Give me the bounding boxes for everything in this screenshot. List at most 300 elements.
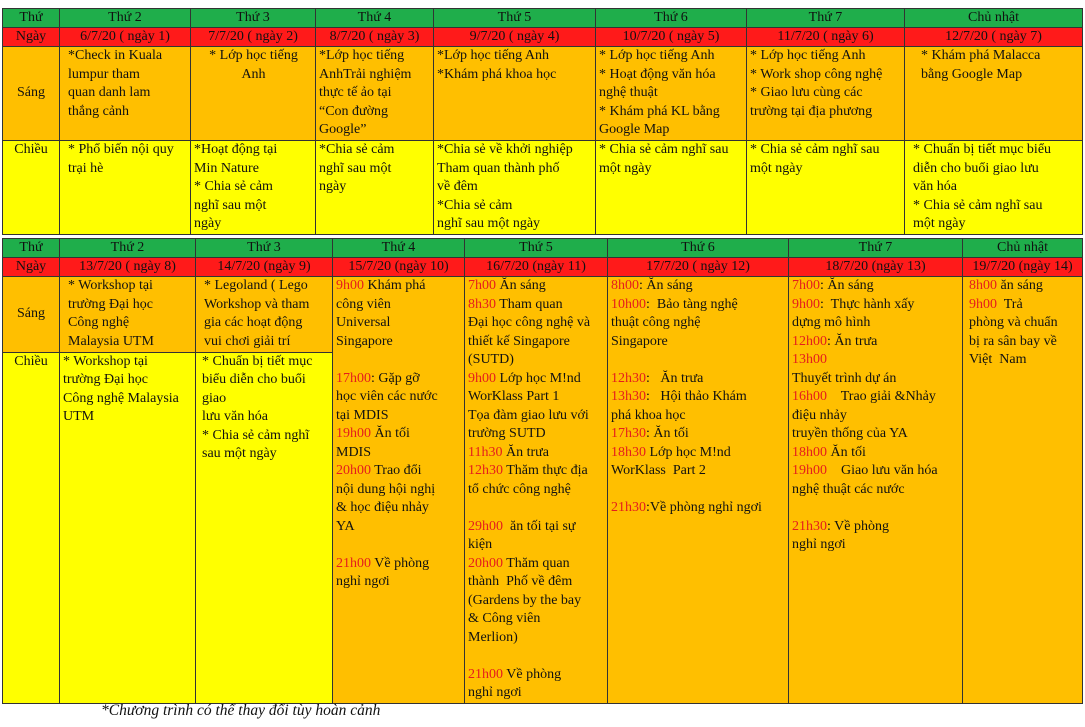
activity-line: trường Đại học (63, 372, 148, 388)
header-cell: Thứ 6 (608, 239, 789, 258)
schedule-line (969, 314, 1080, 333)
time-label: 7h00 (792, 278, 820, 293)
activity-text: : Ăn sáng (639, 278, 693, 293)
activity-line: Google” (319, 122, 367, 137)
afternoon-label: Chiều (3, 352, 60, 703)
schedule-week-2 (2, 238, 1083, 704)
activity-text: : Ăn trưa (827, 333, 878, 349)
activity-text: Tham quan (496, 296, 563, 312)
schedule-line (792, 296, 960, 315)
activity-line: nghĩ sau một ngày (437, 216, 541, 231)
activity-line: * Chuẩn bị tiết mục biểu (913, 142, 1052, 157)
activity-text: Universal (336, 315, 391, 330)
activity-line: * Legoland ( Lego (204, 278, 308, 293)
date-cell: 15/7/20 (ngày 10) (333, 258, 465, 277)
w2-sat-schedule (789, 277, 963, 704)
activity-text: Ăn tối (827, 444, 866, 460)
activity-line: một ngày (599, 160, 652, 176)
header-cell: Thứ 4 (316, 9, 434, 28)
w1-thu-afternoon (434, 141, 596, 235)
activity-line: Tham quan thành phố (437, 160, 560, 176)
activity-text: Trao giải &Nhảy (827, 389, 936, 404)
schedule-line (468, 610, 605, 629)
schedule-line (336, 277, 462, 296)
w1-mon-morning (60, 47, 191, 141)
schedule-line (336, 499, 462, 518)
schedule-line (792, 499, 960, 518)
week1-date-row (3, 28, 1083, 47)
header-cell: Thứ 6 (596, 9, 747, 28)
activity-text: Trao đổi (371, 463, 422, 478)
schedule-line (468, 407, 605, 426)
time-label: 9h00 (336, 278, 364, 293)
activity-text: MDIS (336, 444, 372, 460)
activity-line: * Workshop tại (68, 278, 153, 293)
schedule-line (336, 314, 462, 333)
activity-line: *Lớp học tiếng Anh (437, 48, 549, 63)
activity-text: Về phòng (371, 555, 430, 571)
activity-text: kiện (468, 537, 493, 552)
w1-wed-afternoon (316, 141, 434, 235)
activity-line: về đêm (437, 179, 478, 194)
time-label: 19h00 (792, 463, 827, 478)
w1-fri-afternoon (596, 141, 747, 235)
activity-line: * Lớp học tiếng (209, 48, 298, 63)
schedule-line (468, 499, 605, 518)
date-cell: 16/7/20 (ngày 11) (465, 258, 608, 277)
date-cell: Ngày (3, 258, 60, 277)
activity-text: tại MDIS (336, 407, 389, 423)
activity-line: nghĩ sau một (319, 160, 392, 176)
schedule-line (336, 333, 462, 352)
schedule-line (468, 314, 605, 333)
header-cell: Chủ nhật (905, 9, 1083, 28)
activity-text: Singapore (611, 333, 668, 349)
activity-text: truyền thống của YA (792, 426, 908, 441)
activity-text: phá khoa học (611, 407, 686, 423)
date-cell: 11/7/20 ( ngày 6) (747, 28, 905, 47)
date-cell: 19/7/20 (ngày 14) (963, 258, 1083, 277)
schedule-line (611, 425, 786, 444)
activity-line: *Khám phá khoa học (437, 66, 557, 82)
activity-line: lumpur tham (68, 66, 140, 82)
activity-line: * Lớp học tiếng Anh (599, 48, 715, 63)
w1-sun-afternoon (905, 141, 1083, 235)
activity-text: phòng và chuẩn (969, 315, 1058, 330)
activity-text: dựng mô hình (792, 315, 871, 330)
activity-text: Giao lưu văn hóa (827, 463, 938, 478)
activity-text: & học điệu nhảy (336, 500, 429, 515)
activity-text: & Công viên (468, 611, 541, 626)
header-cell: Thứ 2 (60, 9, 191, 28)
time-label: 9h00 (792, 296, 820, 312)
time-label: 9h00 (969, 296, 997, 312)
activity-line: Workshop và tham (204, 296, 310, 312)
activity-text: (SUTD) (468, 352, 514, 367)
activity-line: * Workshop tại (63, 353, 148, 369)
activity-text: nghỉ ngơi (792, 537, 846, 552)
activity-line: thắng cảnh (68, 103, 130, 119)
schedule-line (336, 296, 462, 315)
time-label: 12h30 (611, 370, 646, 386)
date-cell: 10/7/20 ( ngày 5) (596, 28, 747, 47)
activity-line: * Chuẩn bị tiết mục (202, 353, 313, 369)
activity-text: nội dung hội nghị (336, 481, 436, 497)
time-label: 13h30 (611, 389, 646, 404)
activity-line: Anh (241, 66, 266, 82)
time-label: 21h30 (611, 500, 646, 515)
w1-wed-morning (316, 47, 434, 141)
schedule-line (468, 296, 605, 315)
activity-text: ăn sáng (997, 278, 1043, 293)
week2-date-row (3, 258, 1083, 277)
activity-line: ngày (319, 179, 347, 194)
w2-tue-afternoon (196, 352, 333, 703)
header-cell: Chủ nhật (963, 239, 1083, 258)
date-cell: 17/7/20 ( ngày 12) (608, 258, 789, 277)
activity-line: * Lớp học tiếng Anh (750, 48, 866, 63)
schedule-line (969, 277, 1080, 296)
w1-sat-afternoon (747, 141, 905, 235)
schedule-line (792, 351, 960, 370)
schedule-line (792, 333, 960, 352)
w1-thu-morning (434, 47, 596, 141)
schedule-week-1 (2, 8, 1083, 235)
activity-line: nghĩ sau một (194, 197, 267, 213)
activity-text: Ăn trưa (502, 444, 549, 460)
activity-text: Thuyết trình dự án (792, 370, 897, 386)
week1-afternoon-row (3, 141, 1083, 235)
activity-line: *Lớp học tiếng (319, 48, 405, 63)
morning-label: Sáng (3, 47, 60, 141)
schedule-line (336, 481, 462, 500)
time-label: 18h00 (792, 444, 827, 460)
activity-text: Tọa đàm giao lưu với (468, 407, 589, 423)
activity-text: thiết kế Singapore (468, 333, 570, 349)
activity-text: Khám phá (364, 278, 426, 293)
schedule-line (611, 462, 786, 481)
schedule-line (336, 462, 462, 481)
date-cell: 13/7/20 ( ngày 8) (60, 258, 196, 277)
time-label: 12h00 (792, 333, 827, 349)
schedule-line (792, 277, 960, 296)
time-label: 20h00 (336, 463, 371, 478)
activity-line: AnhTrải nghiệm (319, 66, 412, 82)
activity-line: *Chia sẻ cảm (437, 197, 513, 213)
w2-thu-schedule (465, 277, 608, 704)
schedule-line (611, 351, 786, 370)
w1-sat-morning (747, 47, 905, 141)
activity-text: ăn tối tại sự (503, 518, 576, 534)
activity-text: Ăn tối (371, 426, 410, 441)
activity-text: : Thực hành xấy (820, 296, 915, 312)
week2-morning-row (3, 277, 1083, 353)
w1-sun-morning (905, 47, 1083, 141)
header-cell: Thứ 2 (60, 239, 196, 258)
activity-line: vui chơi giải trí (204, 333, 291, 349)
activity-line: trại hè (68, 160, 104, 176)
activity-text: tổ chức công nghệ (468, 481, 571, 497)
schedule-line (792, 536, 960, 555)
header-cell: Thứ 3 (196, 239, 333, 258)
header-cell: Thứ 5 (434, 9, 596, 28)
activity-text: Trả (997, 296, 1023, 312)
activity-text: : Gặp gỡ (371, 370, 420, 386)
activity-line: sau một ngày (202, 446, 277, 462)
schedule-line (468, 629, 605, 648)
date-cell: 6/7/20 ( ngày 1) (60, 28, 191, 47)
activity-text: nghỉ ngơi (336, 574, 390, 589)
schedule-line (468, 647, 605, 666)
time-label: 11h30 (468, 444, 503, 460)
activity-text: Singapore (336, 333, 393, 349)
schedule-line (468, 684, 605, 703)
week1-morning-row (3, 47, 1083, 141)
activity-line: * Hoạt động văn hóa (599, 66, 716, 82)
date-cell: 14/7/20 (ngày 9) (196, 258, 333, 277)
activity-line: một ngày (913, 216, 966, 231)
activity-line: * Phổ biến nội quy (68, 142, 174, 157)
schedule-line (792, 407, 960, 426)
activity-text: : Ăn sáng (820, 278, 874, 293)
activity-line: bằng Google Map (921, 66, 1023, 82)
activity-text: : Về phòng (827, 518, 889, 534)
w1-fri-morning (596, 47, 747, 141)
schedule-line (611, 277, 786, 296)
w2-wed-schedule (333, 277, 465, 704)
activity-line: lưu văn hóa (202, 409, 268, 425)
activity-line: *Chia sẻ về khởi nghiệp (437, 142, 573, 157)
time-label: 17h30 (611, 426, 646, 441)
date-cell: Ngày (3, 28, 60, 47)
activity-text: thành Phố về đêm (468, 574, 573, 589)
week2-header-row (3, 239, 1083, 258)
schedule-line (611, 444, 786, 463)
schedule-line (611, 499, 786, 518)
schedule-line (792, 518, 960, 537)
activity-text: (Gardens by the bay (468, 592, 582, 608)
activity-line: quan danh lam (68, 85, 151, 100)
schedule-line (468, 277, 605, 296)
time-label: 21h00 (468, 666, 503, 682)
activity-line: biểu diễn cho buổi (202, 372, 306, 388)
activity-line: Google Map (599, 122, 670, 137)
schedule-line (468, 462, 605, 481)
schedule-line (336, 444, 462, 463)
w2-tue-morning (196, 277, 333, 353)
activity-text: WorKlass Part 2 (611, 463, 706, 478)
schedule-line (336, 388, 462, 407)
activity-text: : Bảo tàng nghệ (646, 296, 738, 312)
time-label: 7h00 (468, 278, 496, 293)
activity-line: gia các hoạt động (204, 315, 303, 330)
date-cell: 7/7/20 ( ngày 2) (191, 28, 316, 47)
activity-line: văn hóa (913, 179, 957, 194)
activity-text: bị ra sân bay về (969, 333, 1057, 349)
schedule-line (611, 388, 786, 407)
schedule-line (611, 481, 786, 500)
activity-line: * Khám phá KL bằng (599, 103, 720, 119)
w2-fri-schedule (608, 277, 789, 704)
activity-line: * Khám phá Malacca (921, 48, 1041, 63)
schedule-line (336, 370, 462, 389)
activity-text: công viên (336, 296, 391, 312)
activity-line: trường tại địa phương (750, 103, 873, 119)
activity-line: * Work shop công nghệ (750, 66, 883, 82)
activity-line: * Chia sẻ cảm nghĩ sau (750, 142, 880, 157)
afternoon-label: Chiều (3, 141, 60, 235)
w2-sun-schedule (963, 277, 1083, 704)
schedule-line (468, 425, 605, 444)
time-label: 8h00 (969, 278, 997, 293)
schedule-line (336, 573, 462, 592)
activity-line: * Chia sẻ cảm nghĩ sau (913, 197, 1043, 213)
schedule-line (969, 351, 1080, 370)
activity-line: UTM (63, 409, 95, 425)
header-cell: Thứ 7 (789, 239, 963, 258)
schedule-line (468, 573, 605, 592)
schedule-line (468, 370, 605, 389)
activity-line: “Con đường (319, 103, 389, 119)
activity-text: Lớp học M!nd (496, 370, 581, 386)
schedule-line (336, 536, 462, 555)
schedule-line (969, 296, 1080, 315)
header-cell: Thứ 7 (747, 9, 905, 28)
time-label: 8h00 (611, 278, 639, 293)
header-cell: Thứ (3, 9, 60, 28)
activity-text: thuật công nghệ (611, 315, 701, 330)
w2-mon-morning (60, 277, 196, 353)
time-label: 29h00 (468, 518, 503, 534)
activity-text: Merlion) (468, 629, 518, 645)
activity-line: *Check in Kuala (68, 48, 163, 63)
activity-line: *Hoạt động tại (194, 142, 278, 157)
time-label: 10h00 (611, 296, 646, 312)
activity-line: nghệ thuật (599, 85, 658, 100)
schedule-line (468, 555, 605, 574)
schedule-line (792, 314, 960, 333)
activity-text: Thăm quan (503, 555, 570, 571)
schedule-line (336, 518, 462, 537)
date-cell: 8/7/20 ( ngày 3) (316, 28, 434, 47)
header-cell: Thứ 4 (333, 239, 465, 258)
time-label: 13h00 (792, 352, 827, 367)
activity-line: *Chia sẻ cảm (319, 142, 395, 157)
date-cell: 12/7/20 ( ngày 7) (905, 28, 1083, 47)
activity-line: trường Đại học (68, 296, 153, 312)
time-label: 19h00 (336, 426, 371, 441)
activity-line: một ngày (750, 160, 803, 176)
activity-text: :Về phòng nghỉ ngơi (646, 500, 762, 515)
activity-text: YA (336, 518, 355, 534)
date-cell: 18/7/20 (ngày 13) (789, 258, 963, 277)
activity-line: * Chia sẻ cảm nghĩ (202, 427, 310, 443)
schedule-line (792, 444, 960, 463)
activity-line: thực tế ảo tại (319, 85, 392, 100)
time-label: 21h00 (336, 555, 371, 571)
week1-header-row (3, 9, 1083, 28)
time-label: 12h30 (468, 463, 503, 478)
schedule-line (792, 370, 960, 389)
activity-text: Về phòng (503, 666, 562, 682)
activity-line: Công nghệ (68, 315, 130, 330)
date-cell: 9/7/20 ( ngày 4) (434, 28, 596, 47)
time-label: 20h00 (468, 555, 503, 571)
schedule-line (468, 518, 605, 537)
schedule-line (336, 407, 462, 426)
activity-text: : Ăn trưa (646, 370, 704, 386)
footnote: *Chương trình có thể thay đổi tùy hoàn cảnh (101, 702, 381, 719)
schedule-line (792, 462, 960, 481)
time-label: 18h30 (611, 444, 646, 460)
activity-text: Đại học công nghệ và (468, 315, 591, 330)
schedule-line (336, 425, 462, 444)
activity-text: Việt Nam (969, 352, 1027, 367)
schedule-line (468, 481, 605, 500)
activity-text: Ăn sáng (496, 278, 546, 293)
schedule-line (336, 555, 462, 574)
activity-text: trường SUTD (468, 426, 546, 441)
schedule-line (468, 536, 605, 555)
morning-label: Sáng (3, 277, 60, 353)
schedule-line (468, 351, 605, 370)
schedule-line (611, 333, 786, 352)
activity-line: * Chia sẻ cảm (194, 179, 273, 194)
time-label: 16h00 (792, 389, 827, 404)
time-label: 9h00 (468, 370, 496, 386)
schedule-line (611, 370, 786, 389)
schedule-line (468, 444, 605, 463)
activity-line: giao (202, 390, 227, 406)
schedule-line (468, 666, 605, 685)
schedule-line (792, 481, 960, 500)
schedule-line (468, 333, 605, 352)
activity-text: điệu nhảy (792, 407, 847, 423)
header-cell: Thứ (3, 239, 60, 258)
activity-line: Min Nature (194, 160, 259, 176)
activity-line: * Chia sẻ cảm nghĩ sau (599, 142, 729, 157)
w2-mon-afternoon (60, 352, 196, 703)
schedule-line (792, 425, 960, 444)
schedule-line (468, 388, 605, 407)
schedule-line (611, 296, 786, 315)
activity-text: nghỉ ngơi (468, 685, 522, 700)
schedule-line (611, 407, 786, 426)
schedule-line (969, 333, 1080, 352)
schedule-line (468, 592, 605, 611)
time-label: 17h00 (336, 370, 371, 386)
schedule-line (336, 351, 462, 370)
schedule-line (792, 388, 960, 407)
activity-line: ngày (194, 216, 222, 231)
activity-line: * Giao lưu cùng các (750, 85, 863, 100)
activity-text: học viên các nước (336, 389, 438, 404)
schedule-line (611, 314, 786, 333)
activity-line: Malaysia UTM (68, 333, 154, 349)
activity-text: : Ăn tối (646, 426, 689, 441)
time-label: 8h30 (468, 296, 496, 312)
activity-text: WorKlass Part 1 (468, 389, 560, 404)
activity-text: Lớp học M!nd (646, 444, 731, 460)
w1-mon-afternoon (60, 141, 191, 235)
w1-tue-morning (191, 47, 316, 141)
header-cell: Thứ 3 (191, 9, 316, 28)
w1-tue-afternoon (191, 141, 316, 235)
activity-line: diễn cho buổi giao lưu (913, 160, 1039, 176)
activity-text: nghệ thuật các nước (792, 481, 905, 497)
activity-text: : Hội thảo Khám (646, 389, 747, 404)
activity-line: Công nghệ Malaysia (63, 390, 179, 406)
